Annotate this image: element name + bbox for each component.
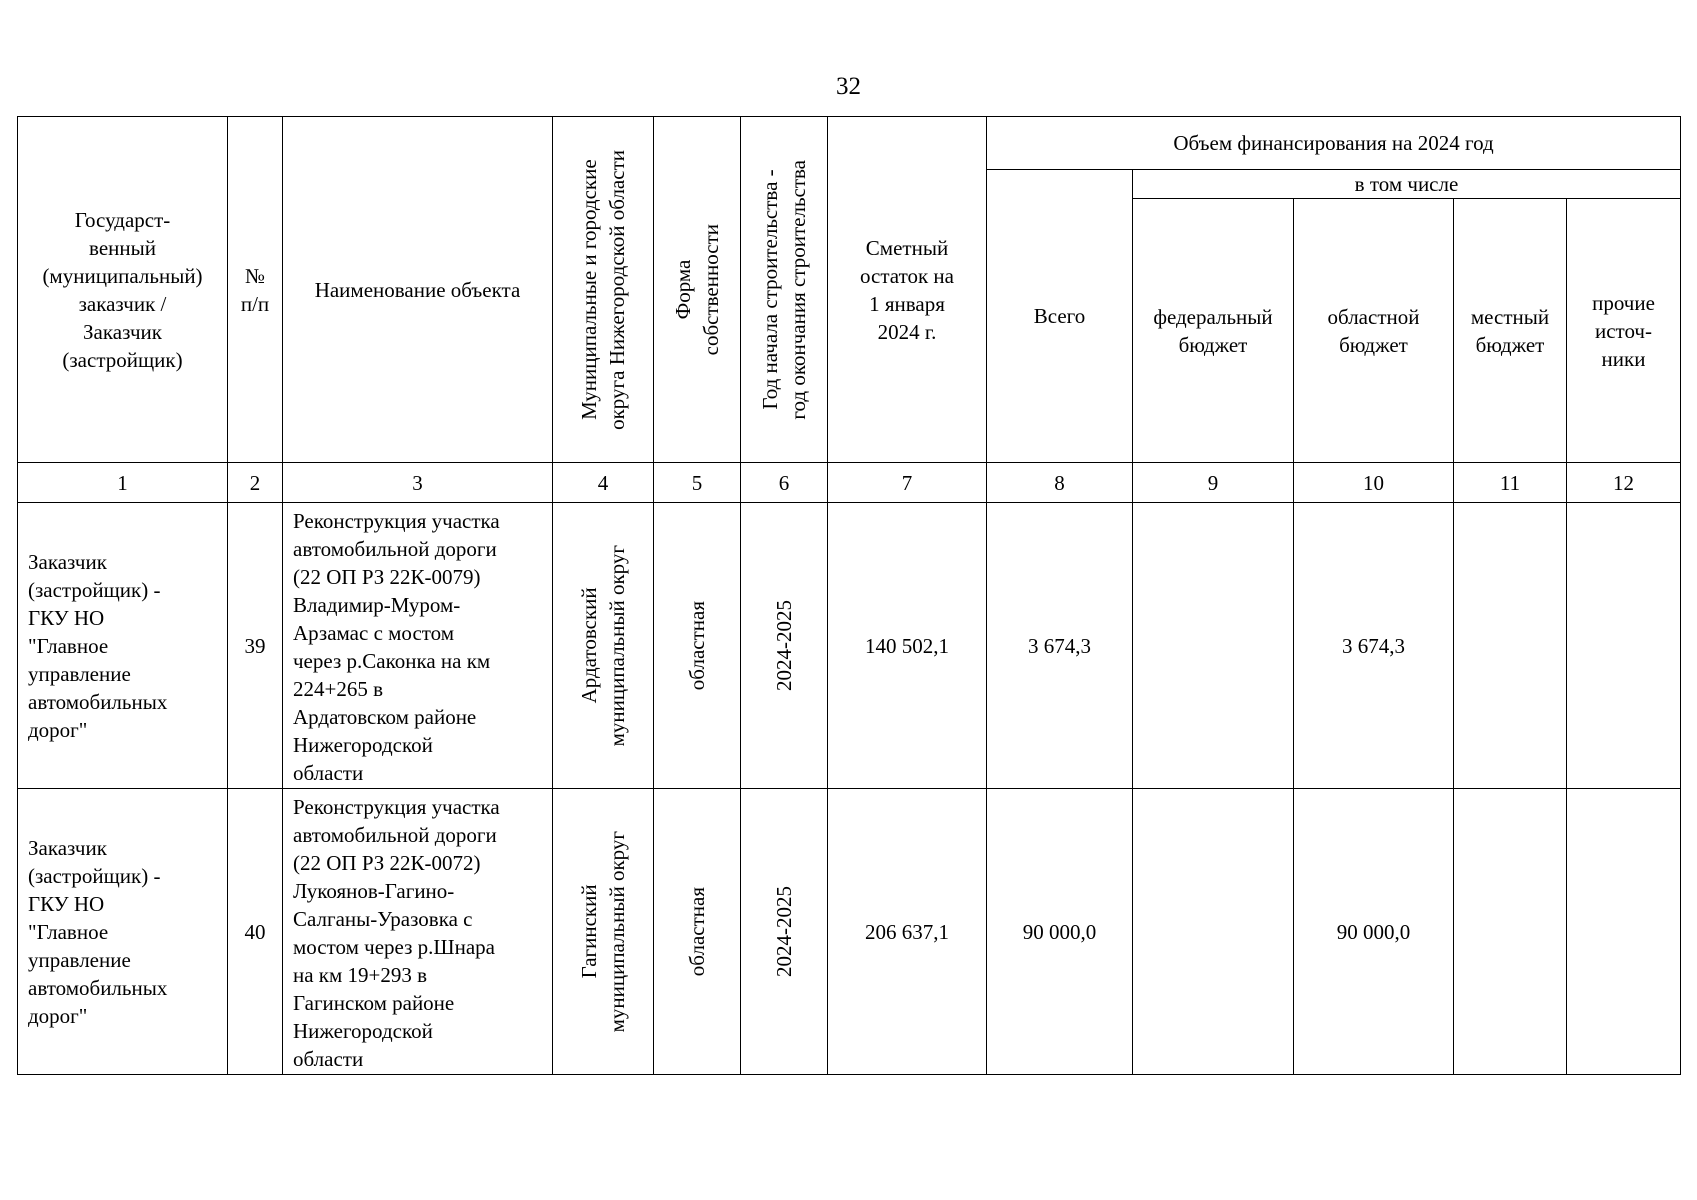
- ownership-text: областная: [685, 886, 709, 977]
- column-number: 3: [283, 463, 553, 503]
- header-years-text: Год начала строительства - год окончания строительства: [758, 159, 810, 420]
- num-cell: 40: [228, 789, 283, 1075]
- column-number: 7: [828, 463, 987, 503]
- years-text: 2024-2025: [772, 886, 796, 977]
- header-including: в том числе: [1133, 170, 1681, 199]
- header-district-text: Муниципальные и городские округа Нижегородской области: [577, 149, 629, 430]
- balance-cell: 206 637,1: [828, 789, 987, 1075]
- column-number: 6: [741, 463, 828, 503]
- district-cell: [553, 789, 654, 1075]
- header-customer: Государст- венный (муниципальный) заказчик / Заказчик (застройщик): [18, 117, 228, 463]
- header-total: Всего: [987, 170, 1133, 463]
- district-text: Ардатовский муниципальный округ: [577, 544, 629, 747]
- district-cell: [553, 503, 654, 789]
- column-number: 10: [1294, 463, 1454, 503]
- financing-table: [17, 116, 1681, 1075]
- ownership-cell: [654, 789, 741, 1075]
- header-local: местный бюджет: [1454, 199, 1567, 463]
- header-ownership: [654, 117, 741, 463]
- ownership-text: областная: [685, 600, 709, 691]
- column-number: 5: [654, 463, 741, 503]
- column-number: 11: [1454, 463, 1567, 503]
- customer-cell: Заказчик (застройщик) - ГКУ НО "Главное управление автомобильных дорог": [18, 503, 228, 789]
- column-number-row: [18, 463, 1681, 503]
- header-ownership-text: Форма собственности: [671, 223, 723, 356]
- table-row: [18, 789, 1681, 1075]
- ownership-cell: [654, 503, 741, 789]
- customer-cell: Заказчик (застройщик) - ГКУ НО "Главное управление автомобильных дорог": [18, 789, 228, 1075]
- years-text: 2024-2025: [772, 600, 796, 691]
- column-number: 12: [1567, 463, 1681, 503]
- header-num: № п/п: [228, 117, 283, 463]
- object-name-cell: Реконструкция участка автомобильной дороги (22 ОП РЗ 22К-0072) Лукоянов-Гагино- Салганы-Уразовка с мостом через р.Шнара на км 19+293 в Гагинском районе Нижегородской области: [283, 789, 553, 1075]
- column-number: 4: [553, 463, 654, 503]
- balance-cell: 140 502,1: [828, 503, 987, 789]
- page-number: 32: [836, 73, 861, 100]
- column-number: 9: [1133, 463, 1294, 503]
- column-number: 2: [228, 463, 283, 503]
- federal-cell: [1133, 789, 1294, 1075]
- header-row-1: [18, 117, 1681, 170]
- federal-cell: [1133, 503, 1294, 789]
- header-other: прочие источ- ники: [1567, 199, 1681, 463]
- column-number: 8: [987, 463, 1133, 503]
- table-row: [18, 503, 1681, 789]
- header-balance: Сметный остаток на 1 января 2024 г.: [828, 117, 987, 463]
- years-cell: [741, 789, 828, 1075]
- column-number: 1: [18, 463, 228, 503]
- object-name-cell: Реконструкция участка автомобильной дороги (22 ОП РЗ 22К-0079) Владимир-Муром- Арзамас с мостом через р.Саконка на км 224+265 в Ардатовском районе Нижегородской области: [283, 503, 553, 789]
- num-cell: 39: [228, 503, 283, 789]
- header-object-name: Наименование объекта: [283, 117, 553, 463]
- header-funding-group: Объем финансирования на 2024 год: [987, 117, 1681, 170]
- total-cell: 90 000,0: [987, 789, 1133, 1075]
- years-cell: [741, 503, 828, 789]
- local-cell: [1454, 503, 1567, 789]
- other-cell: [1567, 789, 1681, 1075]
- total-cell: 3 674,3: [987, 503, 1133, 789]
- header-district: [553, 117, 654, 463]
- header-years: [741, 117, 828, 463]
- header-regional: областной бюджет: [1294, 199, 1454, 463]
- regional-cell: 3 674,3: [1294, 503, 1454, 789]
- regional-cell: 90 000,0: [1294, 789, 1454, 1075]
- header-federal: федеральный бюджет: [1133, 199, 1294, 463]
- other-cell: [1567, 503, 1681, 789]
- local-cell: [1454, 789, 1567, 1075]
- district-text: Гагинский муниципальный округ: [577, 830, 629, 1033]
